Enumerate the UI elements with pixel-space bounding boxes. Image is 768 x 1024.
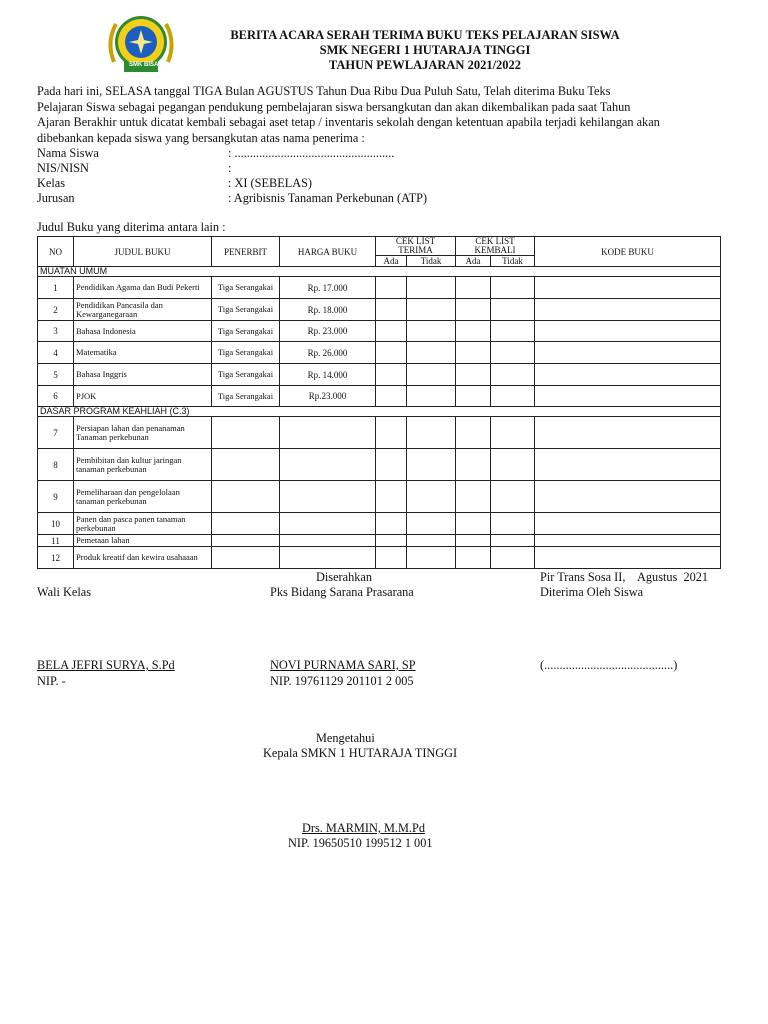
cell-code bbox=[535, 513, 721, 535]
cell-title: Matematika bbox=[74, 342, 212, 364]
cell-code bbox=[535, 342, 721, 364]
title-line-2: SMK NEGERI 1 HUTARAJA TINGGI bbox=[319, 43, 531, 57]
section-vocational: DASAR PROGRAM KEAHLIAH (C.3) bbox=[38, 407, 721, 417]
cell-no: 2 bbox=[38, 299, 74, 321]
header-no-sub: Tidak bbox=[407, 256, 456, 267]
cell-publisher: Tiga Serangakai bbox=[212, 299, 280, 321]
table-row bbox=[38, 364, 721, 386]
intro-line: Pada hari ini, SELASA tanggal TIGA Bulan AGUSTUS Tahun Dua Ribu Dua Puluh Satu, Telah diterima Buku Teks bbox=[37, 84, 611, 98]
table-row bbox=[38, 417, 721, 449]
logo-motto: SMK BISA bbox=[129, 62, 159, 68]
cell-check-out-yes bbox=[456, 449, 491, 481]
cell-check-in-no bbox=[407, 364, 456, 386]
cell-price bbox=[280, 513, 376, 535]
facility-name: NOVI PURNAMA SARI, SP bbox=[270, 658, 416, 672]
cell-check-in-yes bbox=[376, 449, 407, 481]
header-title: JUDUL BUKU bbox=[74, 237, 212, 267]
cell-check-out-no bbox=[491, 277, 535, 299]
header-code: KODE BUKU bbox=[535, 237, 721, 267]
cell-title: Pendidikan Pancasila dan Kewarganegaraan bbox=[74, 299, 212, 321]
cell-check-out-no bbox=[491, 299, 535, 321]
cell-check-out-no bbox=[491, 513, 535, 535]
facility-nip: NIP. 19761129 201101 2 005 bbox=[270, 674, 414, 688]
known-label: Mengetahui bbox=[316, 731, 375, 745]
cell-code bbox=[535, 547, 721, 569]
cell-check-out-no bbox=[491, 386, 535, 407]
table-row bbox=[38, 449, 721, 481]
header-check-in: CEK LIST TERIMA bbox=[376, 237, 456, 256]
cell-check-out-no bbox=[491, 321, 535, 342]
cell-check-out-yes bbox=[456, 481, 491, 513]
cell-check-in-no bbox=[407, 535, 456, 547]
intro-line: dibebankan kepada siswa yang bersangkutan atas nama penerima : bbox=[37, 130, 365, 145]
cell-check-in-yes bbox=[376, 535, 407, 547]
cell-check-in-yes bbox=[376, 513, 407, 535]
cell-price bbox=[280, 535, 376, 547]
cell-check-in-yes bbox=[376, 299, 407, 321]
cell-check-out-no bbox=[491, 535, 535, 547]
cell-check-in-no bbox=[407, 449, 456, 481]
cell-title: Bahasa Inggris bbox=[74, 364, 212, 386]
cell-publisher bbox=[212, 417, 280, 449]
student-class-label: Kelas bbox=[37, 176, 65, 190]
cell-publisher: Tiga Serangakai bbox=[212, 386, 280, 407]
cell-price: Rp. 14.000 bbox=[280, 364, 376, 386]
cell-price bbox=[280, 417, 376, 449]
cell-publisher bbox=[212, 535, 280, 547]
cell-price: Rp. 23.000 bbox=[280, 321, 376, 342]
cell-check-out-no bbox=[491, 364, 535, 386]
cell-publisher: Tiga Serangakai bbox=[212, 342, 280, 364]
intro-paragraph bbox=[37, 84, 740, 146]
received-label: Diterima Oleh Siswa bbox=[540, 585, 644, 599]
school-logo bbox=[104, 12, 178, 76]
header-yes: Ada bbox=[376, 256, 407, 267]
header-publisher: PENERBIT bbox=[212, 237, 280, 267]
table-row bbox=[38, 535, 721, 547]
student-name-value: : .................................................... bbox=[228, 146, 395, 160]
header-no-sub: Tidak bbox=[491, 256, 535, 267]
cell-check-in-yes bbox=[376, 481, 407, 513]
homeroom-label: Wali Kelas bbox=[37, 585, 91, 599]
cell-title: Pembibitan dan kultur jaringan tanaman perkebunan bbox=[74, 449, 212, 481]
cell-publisher: Tiga Serangakai bbox=[212, 321, 280, 342]
table-row bbox=[38, 547, 721, 569]
cell-code bbox=[535, 386, 721, 407]
cell-check-out-yes bbox=[456, 535, 491, 547]
principal-name: Drs. MARMIN, M.M.Pd bbox=[302, 821, 425, 835]
place-date: Pir Trans Sosa II, Agustus 2021 bbox=[540, 570, 709, 584]
cell-publisher bbox=[212, 513, 280, 535]
cell-title: Pemeliharaan dan pengelolaan tanaman perkebunan bbox=[74, 481, 212, 513]
cell-no: 4 bbox=[38, 342, 74, 364]
cell-no: 12 bbox=[38, 547, 74, 569]
cell-no: 10 bbox=[38, 513, 74, 535]
table-row bbox=[38, 342, 721, 364]
cell-price bbox=[280, 449, 376, 481]
cell-code bbox=[535, 321, 721, 342]
cell-check-in-yes bbox=[376, 386, 407, 407]
cell-title: Pemetaan lahan bbox=[74, 535, 212, 547]
cell-code bbox=[535, 481, 721, 513]
intro-line: Pelajaran Siswa sebagai pegangan pendukung pembelajaran siswa bersangkutan dan akan dikembalikan pada saat Tahun bbox=[37, 99, 631, 114]
cell-price: Rp. 18.000 bbox=[280, 299, 376, 321]
table-intro: Judul Buku yang diterima antara lain : bbox=[37, 220, 226, 234]
cell-check-out-yes bbox=[456, 513, 491, 535]
cell-check-in-yes bbox=[376, 277, 407, 299]
cell-no: 1 bbox=[38, 277, 74, 299]
cell-code bbox=[535, 299, 721, 321]
cell-check-in-no bbox=[407, 417, 456, 449]
cell-check-out-yes bbox=[456, 386, 491, 407]
cell-code bbox=[535, 535, 721, 547]
cell-check-in-no bbox=[407, 277, 456, 299]
header-price: HARGA BUKU bbox=[280, 237, 376, 267]
cell-price: Rp. 17.000 bbox=[280, 277, 376, 299]
handed-label: Diserahkan bbox=[316, 570, 372, 584]
cell-check-in-no bbox=[407, 321, 456, 342]
cell-check-in-no bbox=[407, 386, 456, 407]
student-class-value: : XI (SEBELAS) bbox=[228, 176, 313, 190]
cell-check-out-yes bbox=[456, 277, 491, 299]
cell-code bbox=[535, 449, 721, 481]
homeroom-nip: NIP. - bbox=[37, 674, 66, 688]
table-row bbox=[38, 277, 721, 299]
received-name: (..........................................) bbox=[540, 658, 678, 672]
student-major-value: : Agribisnis Tanaman Perkebunan (ATP) bbox=[228, 191, 428, 205]
cell-check-out-no bbox=[491, 417, 535, 449]
homeroom-name: BELA JEFRI SURYA, S.Pd bbox=[37, 658, 175, 672]
cell-check-out-no bbox=[491, 449, 535, 481]
cell-publisher bbox=[212, 481, 280, 513]
cell-no: 6 bbox=[38, 386, 74, 407]
cell-check-out-no bbox=[491, 342, 535, 364]
table-row bbox=[38, 386, 721, 407]
cell-check-in-no bbox=[407, 299, 456, 321]
cell-title: PJOK bbox=[74, 386, 212, 407]
cell-check-out-yes bbox=[456, 417, 491, 449]
table-row bbox=[38, 513, 721, 535]
cell-no: 9 bbox=[38, 481, 74, 513]
cell-no: 5 bbox=[38, 364, 74, 386]
cell-check-out-yes bbox=[456, 547, 491, 569]
cell-check-in-yes bbox=[376, 342, 407, 364]
cell-check-out-yes bbox=[456, 299, 491, 321]
cell-check-in-no bbox=[407, 342, 456, 364]
student-nis-label: NIS/NISN bbox=[37, 161, 89, 175]
cell-check-out-yes bbox=[456, 364, 491, 386]
cell-check-out-no bbox=[491, 547, 535, 569]
title-line-3: TAHUN PEWLAJARAN 2021/2022 bbox=[328, 58, 522, 72]
cell-price: Rp.23.000 bbox=[280, 386, 376, 407]
cell-publisher bbox=[212, 449, 280, 481]
cell-price: Rp. 26.000 bbox=[280, 342, 376, 364]
header-no: NO bbox=[38, 237, 74, 267]
table-row bbox=[38, 481, 721, 513]
table-row bbox=[38, 321, 721, 342]
table-row bbox=[38, 299, 721, 321]
cell-check-in-yes bbox=[376, 417, 407, 449]
cell-check-out-yes bbox=[456, 321, 491, 342]
cell-check-in-yes bbox=[376, 364, 407, 386]
cell-check-in-yes bbox=[376, 321, 407, 342]
principal-label: Kepala SMKN 1 HUTARAJA TINGGI bbox=[263, 746, 458, 760]
cell-title: Bahasa Indonesia bbox=[74, 321, 212, 342]
student-nis-value: : bbox=[228, 161, 232, 175]
cell-title: Panen dan pasca panen tanaman perkebunan bbox=[74, 513, 212, 535]
student-major-label: Jurusan bbox=[37, 191, 75, 205]
cell-title: Pendidikan Agama dan Budi Pekerti bbox=[74, 277, 212, 299]
book-table bbox=[37, 236, 721, 569]
principal-nip: NIP. 19650510 199512 1 001 bbox=[288, 836, 433, 850]
cell-publisher: Tiga Serangakai bbox=[212, 364, 280, 386]
cell-title: Produk kreatif dan kewira usahaaan bbox=[74, 547, 212, 569]
cell-check-in-no bbox=[407, 481, 456, 513]
cell-check-out-yes bbox=[456, 342, 491, 364]
cell-publisher bbox=[212, 547, 280, 569]
cell-check-in-no bbox=[407, 547, 456, 569]
cell-no: 8 bbox=[38, 449, 74, 481]
cell-check-out-no bbox=[491, 481, 535, 513]
title-line-1: BERITA ACARA SERAH TERIMA BUKU TEKS PELAJARAN SISWA bbox=[230, 28, 620, 42]
cell-check-in-no bbox=[407, 513, 456, 535]
cell-check-in-yes bbox=[376, 547, 407, 569]
student-name-label: Nama Siswa bbox=[37, 146, 99, 160]
header-check-out: CEK LIST KEMBALI bbox=[456, 237, 535, 256]
intro-line: Ajaran Berakhir untuk dicatat kembali sebagai aset tetap / inventaris sekolah dengan ketentuan apabila terjadi kehilangan akan bbox=[37, 115, 660, 129]
cell-publisher: Tiga Serangakai bbox=[212, 277, 280, 299]
cell-no: 3 bbox=[38, 321, 74, 342]
section-general: MUATAN UMUM bbox=[38, 267, 721, 277]
cell-title: Persiapan lahan dan penanaman Tanaman perkebunan bbox=[74, 417, 212, 449]
cell-code bbox=[535, 417, 721, 449]
cell-price bbox=[280, 481, 376, 513]
facility-label: Pks Bidang Sarana Prasarana bbox=[270, 585, 414, 599]
cell-no: 7 bbox=[38, 417, 74, 449]
cell-code bbox=[535, 277, 721, 299]
header-yes: Ada bbox=[456, 256, 491, 267]
cell-price bbox=[280, 547, 376, 569]
cell-no: 11 bbox=[38, 535, 74, 547]
cell-code bbox=[535, 364, 721, 386]
